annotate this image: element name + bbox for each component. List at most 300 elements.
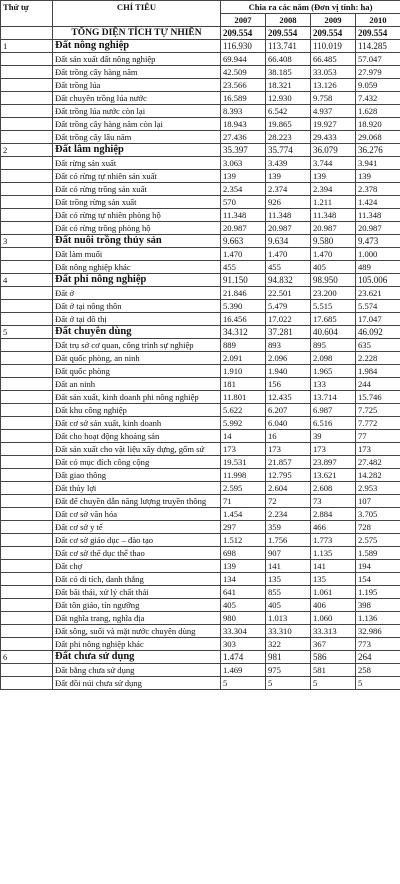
value-2010: 2.953	[356, 482, 400, 495]
value-2010: 9.059	[356, 79, 400, 92]
value-2007: 16.589	[221, 92, 266, 105]
value-2007: 33.304	[221, 625, 266, 638]
indicator-name: Đất sông, suối và mặt nước chuyên dùng	[53, 625, 221, 638]
value-2010: 244	[356, 378, 400, 391]
table-row	[1, 534, 400, 547]
row-number	[1, 196, 53, 209]
value-2008: 20.987	[266, 222, 311, 235]
row-number: 6	[1, 651, 53, 664]
value-2008: 28.223	[266, 131, 311, 144]
value-2007: 34.312	[221, 326, 266, 339]
value-2007: 27.436	[221, 131, 266, 144]
value-2010: 173	[356, 443, 400, 456]
value-2007: 116.930	[221, 40, 266, 53]
row-number	[1, 157, 53, 170]
value-2007: 1.474	[221, 651, 266, 664]
indicator-name: Đất quốc phòng	[53, 365, 221, 378]
value-2008: 12.930	[266, 92, 311, 105]
row-number	[1, 664, 53, 677]
value-2007: 71	[221, 495, 266, 508]
indicator-name: Đất chuyên trồng lúa nước	[53, 92, 221, 105]
indicator-name: Đất trồng cây hàng năm	[53, 66, 221, 79]
row-number	[1, 209, 53, 222]
value-2008: 12.435	[266, 391, 311, 404]
value-2009: 1.211	[311, 196, 356, 209]
value-2007: 1.910	[221, 365, 266, 378]
header-year-2010: 2010	[356, 14, 400, 27]
value-2010: 728	[356, 521, 400, 534]
row-number	[1, 118, 53, 131]
value-2007: 14	[221, 430, 266, 443]
value-2007: 5.390	[221, 300, 266, 313]
indicator-name: Đất trồng cây hàng năm còn lại	[53, 118, 221, 131]
table-row	[1, 313, 400, 326]
indicator-name: Đất an ninh	[53, 378, 221, 391]
value-2008: 2.096	[266, 352, 311, 365]
table-row	[1, 417, 400, 430]
value-2010: 258	[356, 664, 400, 677]
indicator-name: Đất đồi núi chưa sử dụng	[53, 677, 221, 690]
value-2010: 20.987	[356, 222, 400, 235]
value-2010: 1.628	[356, 105, 400, 118]
value-2010: 264	[356, 651, 400, 664]
value-2007: 209.554	[221, 27, 266, 40]
table-row	[1, 612, 400, 625]
row-number	[1, 560, 53, 573]
value-2010: 5.574	[356, 300, 400, 313]
value-2010: 635	[356, 339, 400, 352]
row-number	[1, 170, 53, 183]
value-2008: 33.310	[266, 625, 311, 638]
value-2008: 135	[266, 573, 311, 586]
value-2010: 773	[356, 638, 400, 651]
table-row	[1, 248, 400, 261]
value-2007: 5	[221, 677, 266, 690]
value-2009: 33.313	[311, 625, 356, 638]
header-year-2009: 2009	[311, 14, 356, 27]
value-2007: 2.595	[221, 482, 266, 495]
row-number	[1, 183, 53, 196]
table-row	[1, 378, 400, 391]
table-row	[1, 599, 400, 612]
indicator-name: Đất trồng rừng sản xuất	[53, 196, 221, 209]
value-2009: 141	[311, 560, 356, 573]
value-2009: 40.604	[311, 326, 356, 339]
value-2009: 1.470	[311, 248, 356, 261]
value-2009: 209.554	[311, 27, 356, 40]
value-2007: 42.509	[221, 66, 266, 79]
table-row	[1, 105, 400, 118]
indicator-name: Đất cơ sở văn hóa	[53, 508, 221, 521]
value-2007: 91.150	[221, 274, 266, 287]
value-2009: 405	[311, 261, 356, 274]
indicator-name: Đất cơ sở giáo dục – đào tạo	[53, 534, 221, 547]
value-2010: 1.589	[356, 547, 400, 560]
value-2007: 5.622	[221, 404, 266, 417]
table-row	[1, 482, 400, 495]
value-2007: 1.469	[221, 664, 266, 677]
value-2009: 135	[311, 573, 356, 586]
value-2009: 6.987	[311, 404, 356, 417]
value-2010: 489	[356, 261, 400, 274]
table-row	[1, 53, 400, 66]
value-2009: 13.126	[311, 79, 356, 92]
value-2007: 1.512	[221, 534, 266, 547]
indicator-name: Đất nông nghiệp	[53, 40, 221, 53]
value-2007: 5.992	[221, 417, 266, 430]
value-2008: 11.348	[266, 209, 311, 222]
value-2008: 17.022	[266, 313, 311, 326]
value-2009: 1.135	[311, 547, 356, 560]
header-indicator: CHỈ TIÊU	[53, 1, 221, 27]
value-2009: 367	[311, 638, 356, 651]
value-2010: 139	[356, 170, 400, 183]
indicator-name: Đất tôn giáo, tín ngưỡng	[53, 599, 221, 612]
value-2007: 570	[221, 196, 266, 209]
value-2007: 134	[221, 573, 266, 586]
table-row	[1, 300, 400, 313]
value-2007: 19.531	[221, 456, 266, 469]
value-2009: 895	[311, 339, 356, 352]
value-2010: 23.621	[356, 287, 400, 300]
indicator-name: TỔNG DIỆN TÍCH TỰ NHIÊN	[53, 27, 221, 40]
value-2008: 3.439	[266, 157, 311, 170]
value-2009: 4.937	[311, 105, 356, 118]
table-row	[1, 196, 400, 209]
table-row	[1, 638, 400, 651]
value-2008: 975	[266, 664, 311, 677]
indicator-name: Đất ở tại nông thôn	[53, 300, 221, 313]
indicator-name: Đất có rừng tự nhiên sản xuất	[53, 170, 221, 183]
value-2007: 11.998	[221, 469, 266, 482]
row-number	[1, 261, 53, 274]
value-2009: 73	[311, 495, 356, 508]
indicator-name: Đất thủy lợi	[53, 482, 221, 495]
indicator-name: Đất trụ sở cơ quan, công trình sự nghiệp	[53, 339, 221, 352]
value-2010: 194	[356, 560, 400, 573]
value-2007: 9.663	[221, 235, 266, 248]
value-2010: 114.285	[356, 40, 400, 53]
indicator-name: Đất cho hoạt động khoáng sản	[53, 430, 221, 443]
value-2008: 855	[266, 586, 311, 599]
value-2008: 139	[266, 170, 311, 183]
value-2010: 29.068	[356, 131, 400, 144]
value-2008: 209.554	[266, 27, 311, 40]
indicator-name: Đất bằng chưa sử dụng	[53, 664, 221, 677]
value-2008: 21.857	[266, 456, 311, 469]
value-2008: 6.207	[266, 404, 311, 417]
value-2009: 139	[311, 170, 356, 183]
table-row	[1, 573, 400, 586]
value-2009: 6.516	[311, 417, 356, 430]
row-number	[1, 521, 53, 534]
indicator-name: Đất có rừng trồng sản xuất	[53, 183, 221, 196]
row-number	[1, 378, 53, 391]
indicator-name: Đất nghĩa trang, nghĩa địa	[53, 612, 221, 625]
value-2009: 173	[311, 443, 356, 456]
row-number	[1, 339, 53, 352]
value-2008: 156	[266, 378, 311, 391]
value-2010: 1.424	[356, 196, 400, 209]
row-number	[1, 625, 53, 638]
row-number	[1, 482, 53, 495]
value-2008: 66.408	[266, 53, 311, 66]
indicator-name: Đất cơ sở y tế	[53, 521, 221, 534]
row-number	[1, 391, 53, 404]
value-2009: 23.897	[311, 456, 356, 469]
value-2010: 18.920	[356, 118, 400, 131]
value-2010: 7.432	[356, 92, 400, 105]
value-2008: 1.013	[266, 612, 311, 625]
table-row	[1, 79, 400, 92]
value-2010: 154	[356, 573, 400, 586]
table-row	[1, 521, 400, 534]
value-2010: 9.473	[356, 235, 400, 248]
value-2008: 113.741	[266, 40, 311, 53]
indicator-name: Đất giao thông	[53, 469, 221, 482]
value-2010: 209.554	[356, 27, 400, 40]
value-2009: 3.744	[311, 157, 356, 170]
value-2010: 7.772	[356, 417, 400, 430]
value-2010: 27.482	[356, 456, 400, 469]
indicator-name: Đất trồng lúa	[53, 79, 221, 92]
table-row	[1, 677, 400, 690]
value-2009: 2.608	[311, 482, 356, 495]
value-2008: 455	[266, 261, 311, 274]
row-number	[1, 638, 53, 651]
indicator-name: Đất có rừng tự nhiên phòng hộ	[53, 209, 221, 222]
table-row	[1, 222, 400, 235]
row-number: 1	[1, 40, 53, 53]
value-2007: 455	[221, 261, 266, 274]
value-2009: 1.773	[311, 534, 356, 547]
value-2010: 46.092	[356, 326, 400, 339]
value-2008: 12.795	[266, 469, 311, 482]
value-2007: 297	[221, 521, 266, 534]
value-2008: 926	[266, 196, 311, 209]
indicator-name: Đất cơ sở thể dục thể thao	[53, 547, 221, 560]
value-2009: 406	[311, 599, 356, 612]
value-2009: 9.580	[311, 235, 356, 248]
value-2008: 37.281	[266, 326, 311, 339]
table-row	[1, 547, 400, 560]
value-2009: 19.927	[311, 118, 356, 131]
value-2009: 11.348	[311, 209, 356, 222]
value-2010: 57.047	[356, 53, 400, 66]
indicator-name: Đất để chuyền dẫn năng lượng truyền thông	[53, 495, 221, 508]
value-2007: 16.456	[221, 313, 266, 326]
value-2009: 2.098	[311, 352, 356, 365]
table-row	[1, 339, 400, 352]
header-year-2008: 2008	[266, 14, 311, 27]
value-2009: 581	[311, 664, 356, 677]
value-2008: 6.040	[266, 417, 311, 430]
value-2007: 3.063	[221, 157, 266, 170]
value-2010: 11.348	[356, 209, 400, 222]
value-2009: 17.685	[311, 313, 356, 326]
indicator-name: Đất sản xuất đất nông nghiệp	[53, 53, 221, 66]
value-2008: 359	[266, 521, 311, 534]
row-number	[1, 313, 53, 326]
row-number	[1, 53, 53, 66]
indicator-name: Đất ở tại đô thị	[53, 313, 221, 326]
indicator-name: Đất phi nông nghiệp	[53, 274, 221, 287]
table-row	[1, 469, 400, 482]
value-2007: 173	[221, 443, 266, 456]
value-2010: 5	[356, 677, 400, 690]
table-row	[1, 209, 400, 222]
section-row	[1, 326, 400, 339]
value-2008: 94.832	[266, 274, 311, 287]
row-number	[1, 469, 53, 482]
indicator-name: Đất nông nghiệp khác	[53, 261, 221, 274]
row-number	[1, 105, 53, 118]
row-number	[1, 586, 53, 599]
row-number	[1, 27, 53, 40]
table-row	[1, 586, 400, 599]
indicator-name: Đất chợ	[53, 560, 221, 573]
value-2010: 27.979	[356, 66, 400, 79]
value-2010: 15.746	[356, 391, 400, 404]
value-2007: 1.470	[221, 248, 266, 261]
value-2010: 14.282	[356, 469, 400, 482]
value-2009: 66.485	[311, 53, 356, 66]
value-2008: 173	[266, 443, 311, 456]
value-2010: 3.941	[356, 157, 400, 170]
value-2010: 1.984	[356, 365, 400, 378]
value-2009: 1.061	[311, 586, 356, 599]
value-2009: 5	[311, 677, 356, 690]
value-2008: 19.865	[266, 118, 311, 131]
value-2008: 18.321	[266, 79, 311, 92]
indicator-name: Đất có mục đích công cộng	[53, 456, 221, 469]
table-row	[1, 495, 400, 508]
value-2009: 23.200	[311, 287, 356, 300]
table-row	[1, 443, 400, 456]
indicator-name: Đất trồng lúa nước còn lại	[53, 105, 221, 118]
table-row	[1, 183, 400, 196]
indicator-name: Đất làm muối	[53, 248, 221, 261]
row-number	[1, 443, 53, 456]
row-number	[1, 79, 53, 92]
value-2010: 105.006	[356, 274, 400, 287]
value-2010: 2.228	[356, 352, 400, 365]
table-row	[1, 261, 400, 274]
value-2010: 36.276	[356, 144, 400, 157]
row-number	[1, 534, 53, 547]
section-row	[1, 40, 400, 53]
indicator-name: Đất quốc phòng, an ninh	[53, 352, 221, 365]
value-2010: 398	[356, 599, 400, 612]
value-2007: 1.454	[221, 508, 266, 521]
table-row	[1, 352, 400, 365]
value-2008: 2.604	[266, 482, 311, 495]
total-row	[1, 27, 400, 40]
value-2008: 2.374	[266, 183, 311, 196]
section-row	[1, 274, 400, 287]
value-2008: 1.470	[266, 248, 311, 261]
value-2007: 303	[221, 638, 266, 651]
table-row	[1, 560, 400, 573]
value-2007: 23.566	[221, 79, 266, 92]
row-number	[1, 456, 53, 469]
value-2009: 39	[311, 430, 356, 443]
value-2010: 77	[356, 430, 400, 443]
table-body	[1, 27, 400, 690]
section-row	[1, 651, 400, 664]
row-number	[1, 612, 53, 625]
value-2007: 139	[221, 560, 266, 573]
row-number	[1, 287, 53, 300]
value-2008: 893	[266, 339, 311, 352]
value-2009: 13.714	[311, 391, 356, 404]
value-2007: 8.393	[221, 105, 266, 118]
row-number	[1, 248, 53, 261]
table-row	[1, 625, 400, 638]
table-row	[1, 508, 400, 521]
header-year-group: Chia ra các năm (Đơn vị tính: ha)	[221, 1, 400, 14]
row-number	[1, 365, 53, 378]
value-2009: 466	[311, 521, 356, 534]
value-2007: 69.944	[221, 53, 266, 66]
table-row	[1, 430, 400, 443]
value-2008: 5	[266, 677, 311, 690]
row-number	[1, 352, 53, 365]
value-2010: 2.575	[356, 534, 400, 547]
value-2008: 16	[266, 430, 311, 443]
header-year-2007: 2007	[221, 14, 266, 27]
row-number	[1, 599, 53, 612]
value-2007: 18.943	[221, 118, 266, 131]
value-2009: 33.053	[311, 66, 356, 79]
table-row	[1, 118, 400, 131]
value-2009: 110.019	[311, 40, 356, 53]
section-row	[1, 235, 400, 248]
value-2007: 641	[221, 586, 266, 599]
indicator-name: Đất rừng sản xuất	[53, 157, 221, 170]
header-stt: Thứ tự	[1, 1, 53, 27]
value-2007: 181	[221, 378, 266, 391]
value-2008: 907	[266, 547, 311, 560]
value-2009: 20.987	[311, 222, 356, 235]
indicator-name: Đất có rừng trồng phòng hộ	[53, 222, 221, 235]
value-2008: 1.940	[266, 365, 311, 378]
row-number: 4	[1, 274, 53, 287]
value-2009: 2.394	[311, 183, 356, 196]
row-number	[1, 404, 53, 417]
value-2009: 2.884	[311, 508, 356, 521]
value-2008: 5.479	[266, 300, 311, 313]
indicator-name: Đất sản xuất cho vật liệu xây dựng, gốm sứ	[53, 443, 221, 456]
table-row	[1, 157, 400, 170]
value-2009: 98.950	[311, 274, 356, 287]
indicator-name: Đất trồng cây lâu năm	[53, 131, 221, 144]
indicator-name: Đất cơ sở sản xuất, kinh doanh	[53, 417, 221, 430]
row-number: 3	[1, 235, 53, 248]
row-number	[1, 430, 53, 443]
row-number	[1, 508, 53, 521]
table-row	[1, 365, 400, 378]
value-2008: 981	[266, 651, 311, 664]
table-row	[1, 287, 400, 300]
value-2008: 322	[266, 638, 311, 651]
row-number	[1, 573, 53, 586]
value-2008: 72	[266, 495, 311, 508]
table-row	[1, 456, 400, 469]
value-2010: 107	[356, 495, 400, 508]
value-2010: 1.195	[356, 586, 400, 599]
value-2010: 1.136	[356, 612, 400, 625]
